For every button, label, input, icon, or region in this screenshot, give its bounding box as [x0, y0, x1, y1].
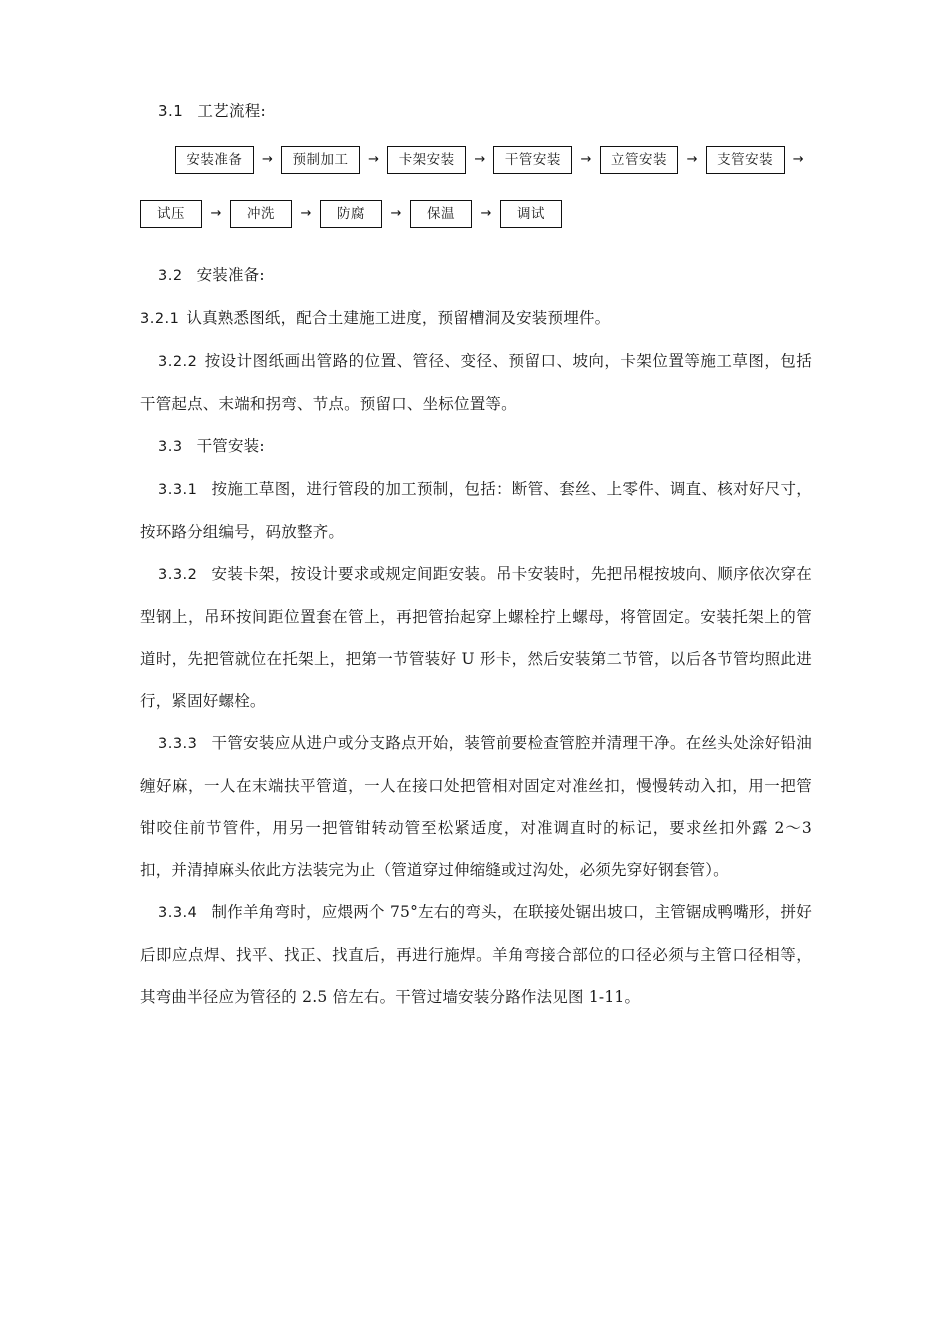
flow-node-install-prep: 安装准备	[175, 146, 254, 174]
paragraph-text: 按设计图纸画出管路的位置、管径、变径、预留口、坡向，卡架位置等施工草图，包括干管起点、末端和拐弯、节点。预留口、坐标位置等。	[140, 351, 812, 413]
flow-node-commissioning: 调试	[500, 200, 562, 228]
section-title: 干管安装:	[196, 436, 265, 455]
flow-node-anticorrosion: 防腐	[320, 200, 382, 228]
paragraph-text: 认真熟悉图纸，配合土建施工进度，预留槽洞及安装预埋件。	[186, 308, 611, 327]
section-title: 安装准备:	[196, 265, 265, 284]
paragraph-text: 制作羊角弯时，应煨两个 75°左右的弯头，在联接处锯出坡口，主管锯成鸭嘴形，拼好后即应点焊、找平、找正、找直后，再进行施焊。羊角弯接合部位的口径必须与主管口径相等，其弯曲半径应为管径的 2.5 倍左右。干管过墙安装分路作法见图 1-11。	[140, 902, 812, 1006]
flow-node-pressure-test: 试压	[140, 200, 202, 228]
paragraph-3-3-4	[140, 891, 812, 1018]
section-heading-3-3	[140, 425, 812, 468]
process-flowchart	[140, 146, 812, 228]
paragraph-text: 干管安装应从进户或分支路点开始，装管前要检查管腔并清理干净。在丝头处涂好铅油缠好麻，一人在末端扶平管道，一人在接口处把管相对固定对准丝扣，慢慢转动入扣，用一把管钳咬住前节管件，用另一把管钳转动管至松紧适度，对准调直时的标记，要求丝扣外露 2～3 扣，并清掉麻头依此方法装完为止（管道穿过伸缩缝或过沟处，必须先穿好钢套管）。	[140, 733, 812, 879]
arrow-right-icon: →	[262, 152, 273, 167]
paragraph-number: 3.3.2	[158, 566, 198, 583]
paragraph-number: 3.3.3	[158, 735, 198, 752]
arrow-right-icon: →	[300, 206, 312, 221]
flow-node-prefab: 预制加工	[281, 146, 360, 174]
arrow-right-icon: →	[474, 152, 486, 167]
paragraph-text: 安装卡架，按设计要求或规定间距安装。吊卡安装时，先把吊棍按坡向、顺序依次穿在型钢上，吊环按间距位置套在管上，再把管抬起穿上螺栓拧上螺母，将管固定。安装托架上的管道时，先把管就位在托架上，把第一节管装好 U 形卡，然后安装第二节管，以后各节管均照此进行，紧固好螺栓。	[140, 564, 812, 710]
section-heading-3-2	[140, 254, 812, 297]
section-number: 3.3	[158, 438, 183, 455]
arrow-right-icon: →	[480, 206, 492, 221]
paragraph-text: 按施工草图，进行管段的加工预制，包括：断管、套丝、上零件、调直、核对好尺寸，按环路分组编号，码放整齐。	[140, 479, 812, 541]
flow-node-branch-install: 支管安装	[706, 146, 785, 174]
paragraph-number: 3.2.2	[158, 353, 198, 370]
paragraph-3-2-2	[140, 340, 812, 425]
arrow-right-icon: →	[686, 152, 698, 167]
paragraph-number: 3.3.1	[158, 481, 198, 498]
arrow-right-icon: →	[390, 206, 402, 221]
flow-node-riser-install: 立管安装	[600, 146, 679, 174]
flowchart-row-1	[140, 146, 812, 174]
paragraph-3-3-1	[140, 468, 812, 553]
flow-node-main-pipe-install: 干管安装	[493, 146, 572, 174]
arrow-right-wrap-icon: →	[792, 152, 804, 167]
section-number: 3.2	[158, 267, 183, 284]
paragraph-3-2-1	[140, 297, 812, 340]
paragraph-3-3-2	[140, 553, 812, 722]
flow-node-flush: 冲洗	[230, 200, 292, 228]
flow-node-bracket-install: 卡架安装	[387, 146, 466, 174]
arrow-right-icon: →	[368, 152, 380, 167]
flow-node-insulation: 保温	[410, 200, 472, 228]
arrow-right-icon: →	[580, 152, 592, 167]
section-heading-3-1	[140, 104, 812, 120]
section-title: 工艺流程:	[197, 102, 267, 120]
arrow-right-icon: →	[210, 206, 222, 221]
paragraph-number: 3.3.4	[158, 904, 198, 921]
paragraph-3-3-3	[140, 722, 812, 891]
flowchart-row-2	[140, 200, 812, 228]
paragraph-number: 3.2.1	[140, 310, 180, 327]
section-number: 3.1	[158, 102, 184, 120]
document-content	[140, 104, 812, 1018]
